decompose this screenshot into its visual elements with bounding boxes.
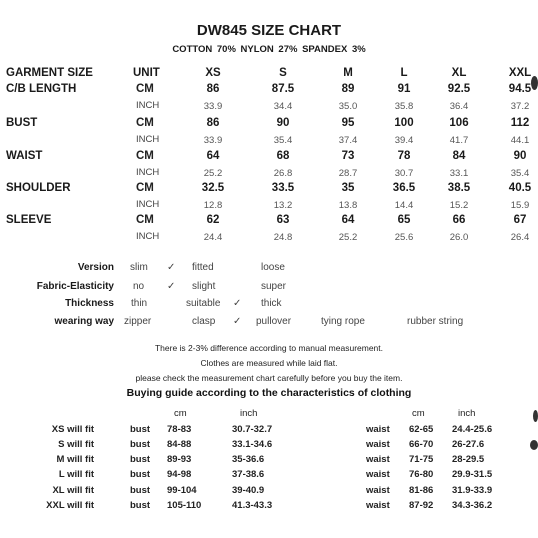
unit-inch: INCH (136, 134, 160, 145)
property-option: loose (261, 262, 285, 273)
inch-value: 24.4 (203, 232, 223, 243)
cm-value: 67 (513, 214, 527, 226)
inch-value: 37.4 (338, 135, 358, 146)
guide-size-label: XS will fit (51, 424, 94, 435)
inch-value: 35.8 (394, 101, 414, 112)
check-mark-icon: ✓ (233, 316, 242, 327)
inch-value: 35.4 (510, 168, 530, 179)
inch-value: 26.0 (449, 232, 469, 243)
cm-value: 38.5 (447, 182, 471, 194)
property-label-thickness: Thickness (65, 298, 114, 309)
cm-value: 32.5 (201, 182, 225, 194)
guide-size-label: XXL will fit (46, 500, 94, 511)
inch-value: 35.0 (338, 101, 358, 112)
guide-bust-inch: 41.3-43.3 (232, 500, 273, 511)
property-option: rubber string (407, 316, 464, 327)
unit-cm: CM (136, 83, 154, 95)
cm-value: 66 (452, 214, 466, 226)
cm-value: 33.5 (271, 182, 295, 194)
unit-inch: INCH (136, 231, 160, 242)
guide-waist-cm: 62-65 (409, 424, 434, 435)
cm-value: 92.5 (447, 83, 471, 95)
guide-size-label: L will fit (58, 469, 94, 480)
guide-bust-cm: 78-83 (167, 424, 192, 435)
property-option: pullover (256, 316, 292, 327)
property-option: slim (130, 262, 148, 273)
inch-value: 41.7 (449, 135, 469, 146)
guide-bust-label: bust (130, 469, 151, 480)
cm-value: 68 (276, 150, 290, 162)
cm-value: 90 (276, 117, 290, 129)
inch-value: 35.4 (273, 135, 293, 146)
cm-value: 63 (276, 214, 290, 226)
unit-header: UNIT (133, 67, 160, 79)
cm-value: 64 (206, 150, 220, 162)
cm-value: 86 (206, 83, 220, 95)
guide-waist-cm: 81-86 (409, 485, 434, 496)
guide-waist-label: waist (366, 424, 390, 435)
property-option: thick (261, 298, 282, 309)
size-header-xl: XL (451, 67, 467, 79)
size-header-m: M (343, 67, 353, 79)
cm-value: 86 (206, 117, 220, 129)
size-header-l: L (400, 67, 408, 79)
guide-waist-cm: 87-92 (409, 500, 434, 511)
inch-value: 36.4 (449, 101, 469, 112)
size-header-s: S (279, 67, 287, 79)
inch-value: 15.9 (510, 200, 530, 211)
inch-value: 37.2 (510, 101, 530, 112)
row-label-sleeve: SLEEVE (6, 214, 52, 226)
guide-bust-label: bust (130, 454, 151, 465)
row-label-bust: BUST (6, 117, 38, 129)
inch-value: 24.8 (273, 232, 293, 243)
cm-value: 112 (510, 117, 530, 129)
inch-value: 30.7 (394, 168, 414, 179)
property-option: super (261, 281, 287, 292)
property-label-fabric-elasticity: Fabric-Elasticity (36, 281, 114, 292)
cm-value: 94.5 (508, 83, 532, 95)
property-label-wearing-way: wearing way (54, 316, 114, 327)
inch-value: 14.4 (394, 200, 414, 211)
cm-value: 36.5 (392, 182, 416, 194)
guide-inch-header-right: inch (458, 408, 476, 419)
property-option: thin (131, 298, 148, 309)
inch-value: 12.8 (203, 200, 223, 211)
garment-size-header: GARMENT SIZE (6, 67, 93, 79)
cm-value: 64 (341, 214, 355, 226)
guide-waist-inch: 29.9-31.5 (452, 469, 493, 480)
unit-cm: CM (136, 150, 154, 162)
row-label-c-b-length: C/B LENGTH (6, 83, 77, 95)
property-option: no (133, 281, 145, 292)
property-option: suitable (186, 298, 221, 309)
cm-value: 65 (397, 214, 411, 226)
inch-value: 15.2 (449, 200, 469, 211)
cm-value: 95 (341, 117, 355, 129)
inch-value: 26.4 (510, 232, 530, 243)
guide-bust-label: bust (130, 424, 151, 435)
inch-value: 25.2 (203, 168, 223, 179)
property-option: zipper (124, 316, 152, 327)
check-mark-icon: ✓ (167, 281, 176, 292)
unit-cm: CM (136, 182, 154, 194)
guide-waist-label: waist (366, 485, 390, 496)
guide-waist-inch: 26-27.6 (452, 439, 485, 450)
row-label-shoulder: SHOULDER (6, 182, 71, 194)
size-header-xxl: XXL (508, 67, 532, 79)
cm-value: 90 (513, 150, 527, 162)
guide-waist-cm: 76-80 (409, 469, 434, 480)
property-option: slight (192, 281, 216, 292)
unit-inch: INCH (136, 199, 160, 210)
guide-bust-cm: 99-104 (167, 485, 197, 496)
guide-bust-cm: 105-110 (167, 500, 202, 511)
guide-bust-cm: 89-93 (167, 454, 192, 465)
property-label-version: Version (77, 262, 114, 273)
inch-value: 33.9 (203, 135, 223, 146)
unit-cm: CM (136, 214, 154, 226)
guide-bust-label: bust (130, 485, 151, 496)
guide-bust-cm: 94-98 (167, 469, 192, 480)
guide-waist-inch: 24.4-25.6 (452, 424, 493, 435)
guide-inch-header-left: inch (240, 408, 258, 419)
cm-value: 87.5 (271, 83, 295, 95)
guide-bust-label: bust (130, 500, 151, 511)
check-mark-icon: ✓ (233, 298, 242, 309)
inch-value: 26.8 (273, 168, 293, 179)
cm-value: 40.5 (508, 182, 532, 194)
note-laid-flat: Clothes are measured while laid flat. (200, 358, 338, 368)
guide-size-label: S will fit (58, 439, 94, 450)
guide-waist-label: waist (366, 469, 390, 480)
property-option: fitted (192, 262, 214, 273)
unit-inch: INCH (136, 167, 160, 178)
inch-value: 34.4 (273, 101, 293, 112)
scan-smudge (533, 410, 538, 422)
inch-value: 44.1 (510, 135, 530, 146)
guide-cm-header-left: cm (174, 408, 187, 419)
cm-value: 62 (206, 214, 220, 226)
chart-title: DW845 SIZE CHART (196, 22, 342, 39)
cm-value: 100 (394, 117, 414, 129)
unit-inch: INCH (136, 100, 160, 111)
cm-value: 35 (341, 182, 355, 194)
inch-value: 28.7 (338, 168, 358, 179)
guide-waist-inch: 28-29.5 (452, 454, 485, 465)
guide-waist-inch: 31.9-33.9 (452, 485, 493, 496)
guide-bust-cm: 84-88 (167, 439, 192, 450)
check-mark-icon: ✓ (167, 262, 176, 273)
size-header-xs: XS (205, 67, 221, 79)
row-label-waist: WAIST (6, 150, 43, 162)
guide-cm-header-right: cm (412, 408, 425, 419)
guide-waist-label: waist (366, 454, 390, 465)
cm-value: 84 (452, 150, 466, 162)
cm-value: 89 (341, 83, 355, 95)
fabric-composition: COTTON 70% NYLON 27% SPANDEX 3% (172, 44, 366, 55)
property-option: tying rope (321, 316, 365, 327)
guide-size-label: M will fit (56, 454, 94, 465)
guide-bust-inch: 39-40.9 (232, 485, 265, 496)
guide-size-label: XL will fit (52, 485, 94, 496)
note-difference: There is 2-3% difference according to manual measurement. (154, 343, 384, 353)
cm-value: 91 (397, 83, 411, 95)
guide-waist-inch: 34.3-36.2 (452, 500, 493, 511)
scan-smudge (530, 440, 538, 450)
scan-smudge (531, 76, 538, 90)
cm-value: 73 (341, 150, 355, 162)
guide-waist-label: waist (366, 439, 390, 450)
guide-bust-label: bust (130, 439, 151, 450)
guide-waist-cm: 66-70 (409, 439, 434, 450)
guide-bust-inch: 30.7-32.7 (232, 424, 273, 435)
inch-value: 33.9 (203, 101, 223, 112)
guide-bust-inch: 37-38.6 (232, 469, 265, 480)
guide-waist-cm: 71-75 (409, 454, 434, 465)
inch-value: 39.4 (394, 135, 414, 146)
note-check-chart: please check the measurement chart carefully before you buy the item. (135, 373, 403, 383)
inch-value: 33.1 (449, 168, 469, 179)
guide-bust-inch: 35-36.6 (232, 454, 265, 465)
guide-waist-label: waist (366, 500, 390, 511)
inch-value: 13.8 (338, 200, 358, 211)
unit-cm: CM (136, 117, 154, 129)
guide-bust-inch: 33.1-34.6 (232, 439, 273, 450)
cm-value: 78 (397, 150, 411, 162)
property-option: clasp (192, 316, 216, 327)
buying-guide-title: Buying guide according to the characteristics of clothing (126, 387, 412, 399)
inch-value: 25.2 (338, 232, 358, 243)
inch-value: 13.2 (273, 200, 293, 211)
cm-value: 106 (449, 117, 469, 129)
inch-value: 25.6 (394, 232, 414, 243)
